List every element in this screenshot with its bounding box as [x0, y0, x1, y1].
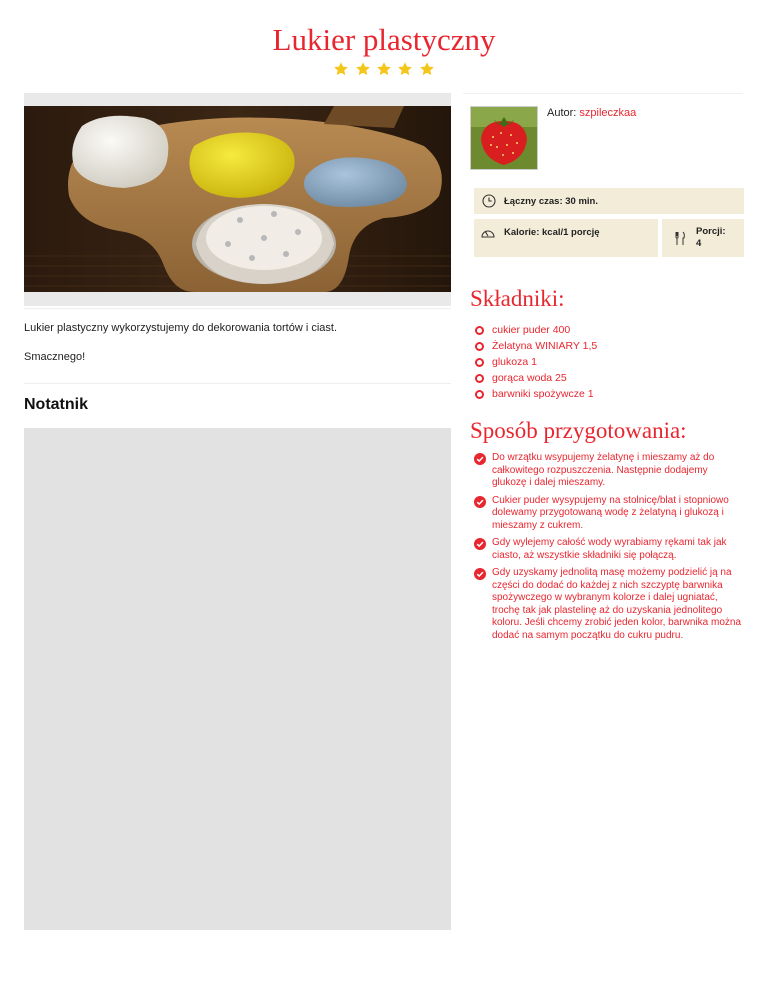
total-time: Łączny czas: 30 min.	[504, 196, 598, 207]
servings-label: Porcji:	[696, 226, 726, 237]
servings-value: 4	[696, 238, 702, 249]
step-item	[474, 495, 744, 533]
star-icon	[397, 61, 413, 77]
bullet-icon	[475, 342, 484, 351]
scale-icon	[480, 225, 496, 239]
ingredient-text: barwniki spożywcze 1	[492, 388, 594, 400]
ingredient-text: gorąca woda 25	[492, 372, 567, 384]
servings-box	[662, 219, 744, 257]
list-item	[474, 322, 597, 338]
bullet-icon	[475, 358, 484, 367]
star-icon	[376, 61, 392, 77]
avatar[interactable]	[470, 106, 538, 170]
closing-text: Smacznego!	[24, 351, 86, 363]
clock-icon	[482, 194, 496, 208]
step-text: Gdy wylejemy całość wody wyrabiamy rękami tak jak ciasto, aż wszystkie składniki się połączą.	[492, 537, 727, 561]
list-item	[474, 370, 597, 386]
author-box	[463, 93, 743, 174]
bullet-icon	[475, 326, 484, 335]
step-text: Gdy uzyskamy jednolitą masę możemy podzielić ją na części do dodać do każdej z nich szczyptę barwnika spożywczego w wybranym kolorze i dalej ugniatać, trochę tak jak plastelinę aż do uzyskania jednolitego koloru. Jeśli chcemy zrobić jeden kolor, barwnika można dodać na samym początku do cukru pudru.	[492, 567, 741, 641]
notebook-area[interactable]	[24, 428, 451, 930]
preparation-heading: Sposób przygotowania:	[470, 418, 687, 443]
author-label: Autor:	[547, 107, 577, 119]
check-icon	[474, 496, 486, 508]
cutlery-icon	[674, 231, 686, 246]
star-icon	[333, 61, 349, 77]
star-icon	[419, 61, 435, 77]
step-text: Do wrzątku wsypujemy żelatynę i mieszamy aż do całkowitego rozpuszczenia. Następnie dodajemy glukozę i dalej mieszamy.	[492, 452, 715, 488]
notebook-heading: Notatnik	[24, 396, 88, 413]
calories-box	[474, 219, 658, 257]
check-icon	[474, 538, 486, 550]
preparation-steps	[474, 452, 744, 647]
ingredient-text: glukoza 1	[492, 356, 537, 368]
calories: Kalorie: kcal/1 porcję	[504, 227, 600, 238]
ingredients-list	[474, 322, 597, 402]
step-item	[474, 567, 744, 642]
total-time-box	[474, 188, 744, 214]
recipe-photo-frame	[24, 93, 451, 306]
step-item	[474, 452, 744, 490]
strawberry-icon	[471, 107, 537, 169]
step-text: Cukier puder wysypujemy na stolnicę/blat i stopniowo dolewamy przygotowaną wodę z żelatyną i glukozą i mieszamy z cukrem.	[492, 494, 729, 531]
star-icon	[355, 61, 371, 77]
bullet-icon	[475, 374, 484, 383]
author-link[interactable]: szpileczkaa	[579, 107, 637, 119]
ingredient-text: Żelatyna WINIARY 1,5	[492, 340, 598, 352]
description-text: Lukier plastyczny wykorzystujemy do dekorowania tortów i ciast.	[24, 322, 338, 334]
list-item	[474, 386, 597, 402]
recipe-photo	[24, 106, 451, 292]
list-item	[474, 338, 597, 354]
check-icon	[474, 568, 486, 580]
bullet-icon	[475, 390, 484, 399]
list-item	[474, 354, 597, 370]
step-item	[474, 537, 744, 562]
ingredients-heading: Składniki:	[470, 286, 565, 311]
author-line	[547, 107, 636, 119]
check-icon	[474, 453, 486, 465]
recipe-description	[24, 308, 451, 384]
rating-stars	[0, 61, 768, 82]
ingredient-text: cukier puder 400	[492, 324, 571, 336]
recipe-title: Lukier plastyczny	[272, 22, 496, 57]
